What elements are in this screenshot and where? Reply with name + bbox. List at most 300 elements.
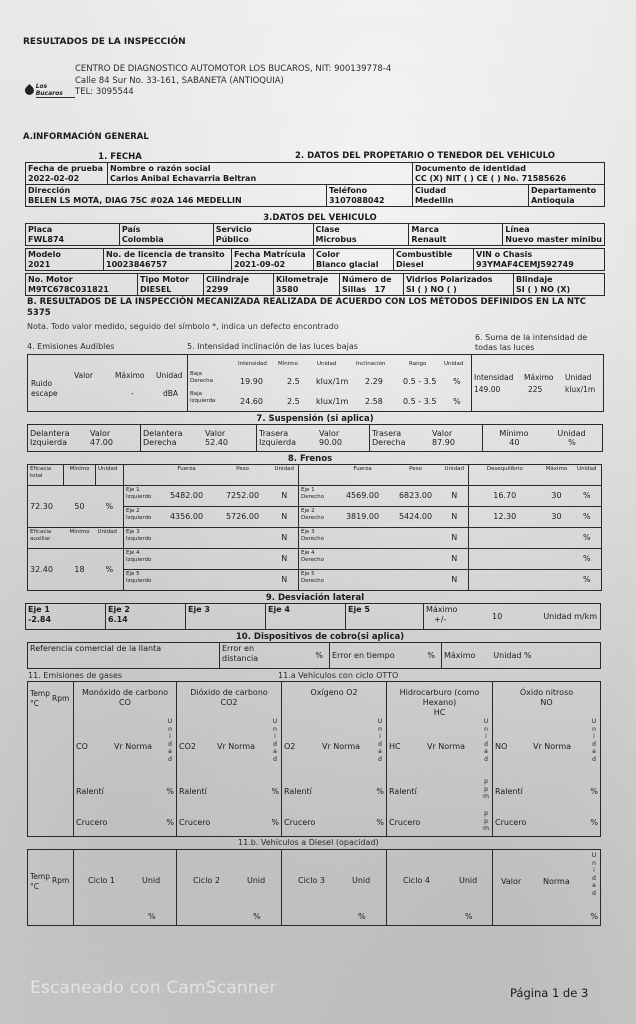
desv-eje4-label: Eje 4: [268, 605, 290, 614]
baja-derecha-label: Baja Derecha: [190, 371, 214, 384]
gas-co-ralenti: Ralentí: [76, 787, 104, 796]
color-label: Color: [316, 250, 340, 259]
cilindraje-label: Cilindraje: [206, 275, 250, 284]
eje1-izq-fuerza: 5482.00: [159, 486, 215, 507]
cobro-error-distancia: Error en distancia: [222, 644, 259, 663]
susp-di-value: 47.00: [90, 438, 113, 447]
luces-col-intensidad: Intensidad: [238, 361, 267, 367]
luces-bajas-cell: [188, 355, 472, 412]
susp-minimo-label: Mínimo: [499, 428, 529, 438]
otto-rpm: Rpm: [52, 694, 70, 703]
sillas-label2: Sillas: [342, 284, 367, 294]
gas-co-unidad-vertical: U n i d a d: [167, 718, 173, 763]
ciclo3-pct: %: [358, 912, 366, 921]
eje1-der-label: Eje 1 Derecho: [299, 486, 335, 507]
tipo-motor-cell: [138, 274, 204, 296]
gas-hc-vr-norma: Vr Norma: [427, 742, 466, 751]
otto-temp-cell: [28, 682, 74, 837]
gas-co-vr-norma: Vr Norma: [114, 742, 153, 751]
company-logo: [25, 84, 75, 96]
document-title: RESULTADOS DE LA INSPECCIÓN: [23, 37, 186, 47]
eje2-izq-fuerza: 4356.00: [159, 507, 215, 528]
ciclo4-cell: [387, 850, 493, 926]
tipo-motor-value: DIESEL: [140, 284, 172, 294]
telefono-cell: [326, 185, 412, 207]
baja-derecha-inclinacion: 2.29: [365, 377, 383, 386]
desv-eje2: [106, 604, 186, 630]
gas-o2-ralenti: Ralentí: [284, 787, 312, 796]
eje4-unit: %: [573, 549, 602, 570]
pais-cell: [119, 224, 213, 246]
fr-head-peso-izq: Peso: [215, 465, 271, 486]
eje3-unit: %: [573, 528, 602, 549]
linea-label: Línea: [505, 225, 530, 234]
suma-maximo-value: 225: [528, 385, 543, 394]
ciclo1-unid: Unid: [142, 876, 161, 885]
pais-value: Colombia: [121, 234, 164, 244]
eje1-desequilibrio: 16.70: [469, 486, 541, 507]
vin-label: VIN o Chasis: [476, 250, 533, 259]
suspension-header: 7. Suspensión (si aplica): [256, 414, 374, 424]
combustible-label: Combustible: [396, 250, 453, 259]
eje2-izq-unit: N: [271, 507, 299, 528]
baja-izquierda-intensidad: 24.60: [240, 397, 263, 406]
clase-label: Clase: [315, 225, 340, 234]
otto-temp: Temp °C: [30, 689, 50, 708]
eje1-der-peso: 6823.00: [391, 486, 441, 507]
motor-label: No. Motor: [28, 275, 73, 284]
eje5-izq-blank: [159, 570, 271, 591]
gas-hc-code: HC: [433, 708, 446, 717]
desv-eje3: [186, 604, 266, 630]
diesel-unidad-vertical: U n i d a d: [591, 852, 597, 897]
luces-col-minimo: Mínimo: [278, 361, 299, 367]
desviacion-header: 9. Desviación lateral: [265, 593, 365, 603]
susp-unidad-value: %: [568, 438, 576, 447]
gas-no-cell: [493, 682, 601, 837]
eje1-der-fuerza: 4569.00: [335, 486, 391, 507]
eje4-der-blank: [335, 549, 441, 570]
color-cell: [314, 249, 394, 271]
ciclo4-label: Ciclo 4: [403, 876, 430, 885]
frenos-header: 8. Frenos: [287, 454, 333, 464]
combustible-value: Diesel: [396, 259, 424, 269]
eje4-der-label: Eje 4 Derecho: [299, 549, 335, 570]
cobro-error-tiempo: Error en tiempo: [332, 650, 395, 660]
susp-td-value: 87.90: [432, 438, 455, 447]
eficacia-total-unit-label: Unidad: [96, 465, 124, 486]
sillas-cell: [340, 274, 404, 296]
eje4-des-blank: [469, 549, 573, 570]
fecha-prueba-value: 2022-02-02: [28, 173, 80, 183]
eje1-izq-label: Eje 1 Izquierdo: [124, 486, 159, 507]
nombre-label: Nombre o razón social: [110, 164, 211, 173]
direccion-label: Dirección: [28, 186, 71, 195]
luces-col-unidad: Unidad: [317, 361, 337, 367]
documento-value: CC (X) NIT ( ) CE ( ) No. 71585626: [414, 173, 567, 183]
diesel-temp: Temp °C: [30, 872, 50, 891]
vidrios-cell: [404, 274, 514, 296]
gas-o2-ralenti-unit: %: [376, 787, 384, 796]
susp-ti-valor-label: Valor: [319, 428, 340, 438]
modelo-label: Modelo: [28, 250, 61, 259]
eje4-izq-unit: N: [271, 549, 299, 570]
linea-cell: [503, 224, 605, 246]
susp-trasera-der: [370, 425, 483, 452]
baja-derecha-unidad: klux/1m: [316, 377, 349, 386]
vidrios-value: SI ( ) NO ( ): [406, 284, 457, 294]
eje2-unit: %: [573, 507, 602, 528]
eficacia-total-unit: %: [96, 486, 124, 528]
eficacia-aux-value: 32.40: [28, 549, 64, 591]
eficacia-total-min-label: Mínimo: [64, 465, 96, 486]
eje1-izq-unit: N: [271, 486, 299, 507]
vin-value: 93YMAF4CEMJ592749: [476, 259, 574, 269]
gas-no-ralenti-unit: %: [590, 787, 598, 796]
desv-eje3-label: Eje 3: [188, 605, 210, 614]
eficacia-total-value: 72.30: [28, 486, 64, 528]
desv-eje5: [346, 604, 424, 630]
eje1-izq-peso: 7252.00: [215, 486, 271, 507]
desv-eje2-label: Eje 2: [108, 605, 130, 614]
placa-cell: [26, 224, 120, 246]
vidrios-label: Vidrios Polarizados: [406, 275, 493, 284]
eje5-der-blank: [335, 570, 441, 591]
ruido-valor-label: Valor: [74, 371, 93, 380]
cobro-error-distancia-cell: [220, 643, 330, 669]
combustible-cell: [394, 249, 474, 271]
otto-table: [27, 681, 601, 837]
eje3-des-blank: [469, 528, 573, 549]
eje3-der-label: Eje 3 Derecho: [299, 528, 335, 549]
eje5-des-blank: [469, 570, 573, 591]
cobro-error-tiempo-cell: [330, 643, 442, 669]
gases-header: 11. Emisiones de gases: [28, 671, 123, 680]
gas-hc-crucero: Crucero: [389, 818, 421, 827]
eje5-der-unit: N: [441, 570, 469, 591]
vehicle-row2: [25, 248, 605, 271]
eje3-der-blank: [335, 528, 441, 549]
baja-derecha-minimo: 2.5: [287, 377, 300, 386]
propietario-header: 2. DATOS DEL PROPETARIO O TENEDOR DEL VEHICULO: [295, 151, 555, 161]
ruido-maximo-value: -: [131, 389, 134, 398]
section-b-title: [27, 297, 607, 318]
kilometraje-cell: [274, 274, 340, 296]
susp-di-valor-label: Valor: [90, 428, 111, 438]
desv-eje1: [26, 604, 106, 630]
desv-eje1-label: Eje 1: [28, 605, 50, 614]
susp-ti-value: 90.00: [319, 438, 342, 447]
blindaje-value: SI ( ) NO (X): [516, 284, 571, 294]
eje2-desequilibrio: 12.30: [469, 507, 541, 528]
suma-unidad-value: klux/1m: [565, 385, 596, 394]
eje3-izq-unit: N: [271, 528, 299, 549]
licencia-label: No. de licencia de transito: [106, 250, 225, 259]
diesel-table: [27, 849, 601, 926]
gas-co2-title: Dióxido de carbono: [190, 688, 268, 697]
susp-dd-valor-label: Valor: [205, 428, 226, 438]
eje4-izq-label: Eje 4 Izquierdo: [124, 549, 159, 570]
gas-co-cell: [74, 682, 177, 837]
gas-co2-cell: [177, 682, 282, 837]
susp-delantera-der: [141, 425, 257, 452]
kilometraje-value: 3580: [276, 284, 299, 294]
diesel-rpm: Rpm: [52, 876, 70, 885]
owner-table: [25, 162, 605, 207]
clase-value: Microbus: [315, 234, 357, 244]
fr-head-fuerza-izq: Fuerza: [159, 465, 215, 486]
ciclo4-pct: %: [465, 912, 473, 921]
luces-col-rango: Rango: [409, 361, 427, 367]
cilindraje-cell: [204, 274, 274, 296]
fecha-matricula-cell: [232, 249, 314, 271]
gas-no-code: NO: [540, 698, 553, 707]
gas-co2-ralenti: Ralentí: [179, 787, 207, 796]
cobro-header: 10. Dispositivos de cobro(si aplica): [235, 632, 405, 642]
desv-maximo-label: Máximo: [426, 605, 458, 614]
gas-co-col-label: CO: [76, 742, 88, 751]
departamento-label: Departamento: [530, 186, 597, 195]
departamento-value: Antioquia: [530, 195, 575, 205]
susp-minimo-cell: [483, 425, 603, 452]
blindaje-label: Blindaje: [516, 275, 553, 284]
gas-o2-unidad-vertical: U n i d a d: [377, 718, 383, 763]
gas-no-col-label: NO: [495, 742, 508, 751]
ciclo1-cell: [74, 850, 177, 926]
ciclo3-unid: Unid: [352, 876, 371, 885]
gas-no-crucero-unit: %: [590, 818, 598, 827]
fecha-matricula-label: Fecha Matrícula: [234, 250, 306, 259]
baja-izquierda-label: Baja Izquierda: [190, 391, 216, 404]
fr-head-maximo: Máximo: [541, 465, 573, 486]
gas-no-vr-norma: Vr Norma: [533, 742, 572, 751]
licencia-value: 10023846757: [106, 259, 168, 269]
ruido-unidad-value: dBA: [163, 389, 179, 398]
eficacia-total-label: Eficacia total: [28, 465, 64, 486]
eje5-der-label: Eje 5 Derecho: [299, 570, 335, 591]
baja-derecha-rango: 0.5 - 3.5: [403, 377, 437, 386]
gas-hc-col-label: HC: [389, 742, 401, 751]
vehicle-row1: [25, 223, 605, 246]
gas-co2-crucero-unit: %: [271, 818, 279, 827]
gas-co-code: CO: [119, 698, 131, 707]
clase-cell: [313, 224, 409, 246]
eje5-izq-label: Eje 5 Izquierdo: [124, 570, 159, 591]
modelo-cell: [26, 249, 104, 271]
motor-value: M9TC678C031821: [28, 284, 109, 294]
desviacion-table: [25, 603, 601, 630]
pais-label: País: [121, 225, 141, 234]
ciclo1-label: Ciclo 1: [88, 876, 115, 885]
marca-value: Renault: [411, 234, 447, 244]
frenos-table: [27, 464, 602, 591]
gas-co2-unidad-vertical: U n i d a d: [272, 718, 278, 763]
baja-izquierda-rango: 0.5 - 3.5: [403, 397, 437, 406]
suma-luces-header: 6. Suma de la intensidad de todas las luces: [475, 333, 588, 352]
gas-o2-vr-norma: Vr Norma: [322, 742, 361, 751]
desv-maximo-cell: [424, 604, 601, 630]
ciudad-cell: [412, 185, 528, 207]
gas-no-title: Óxido nitroso: [519, 688, 574, 697]
suma-intensidad-label: Intensidad: [474, 373, 514, 382]
center-info: [75, 64, 391, 99]
gas-hc-unidad-vertical: U n i d a d: [483, 718, 489, 763]
fr-head-desequilibrio: Desequilibrio: [469, 465, 541, 486]
diesel-pct: %: [590, 912, 598, 921]
freno-row-eje4: [28, 549, 602, 570]
gas-hc-title: Hidrocarburo (como Hexano): [399, 688, 480, 707]
eje3-izq-label: Eje 3 Izquierdo: [124, 528, 159, 549]
vehicle-row3: [25, 273, 605, 296]
placa-value: FWL874: [28, 234, 65, 244]
baja-izquierda-minimo: 2.5: [287, 397, 300, 406]
ciclo3-cell: [282, 850, 387, 926]
eje2-maximo: 30: [541, 507, 573, 528]
ciclo3-label: Ciclo 3: [298, 876, 325, 885]
sillas-value: 17: [374, 284, 386, 294]
cobro-referencia: Referencia comercial de la llanta: [28, 643, 220, 669]
ciclo2-unid: Unid: [247, 876, 266, 885]
eje4-izq-blank: [159, 549, 271, 570]
linea-value: Nuevo master minibu: [505, 234, 602, 244]
placa-label: Placa: [28, 225, 53, 234]
ruido-label: Ruido escape: [31, 379, 58, 398]
scanner-watermark: Escaneado con CamScanner: [30, 978, 277, 998]
motor-cell: [26, 274, 138, 296]
desv-eje4: [266, 604, 346, 630]
gas-hc-cell: [387, 682, 493, 837]
diesel-norma: Norma: [543, 877, 570, 886]
eje2-izq-peso: 5726.00: [215, 507, 271, 528]
eje2-der-peso: 5424.00: [391, 507, 441, 528]
gas-co2-ralenti-unit: %: [271, 787, 279, 796]
diesel-temp-cell: [28, 850, 74, 926]
eje5-unit: %: [573, 570, 602, 591]
nombre-value: Carlos Anibal Echavarria Beltran: [110, 173, 257, 183]
desv-eje5-label: Eje 5: [348, 605, 370, 614]
eje2-izq-label: Eje 2 Izquierdo: [124, 507, 159, 528]
susp-trasera-izq: [257, 425, 370, 452]
freno-row-eje3: [28, 528, 602, 549]
susp-di-label: Delantera Izquierda: [30, 428, 70, 447]
susp-td-label: Trasera Derecha: [372, 428, 406, 447]
eje3-der-unit: N: [441, 528, 469, 549]
blindaje-cell: [514, 274, 605, 296]
baja-derecha-intensidad: 19.90: [240, 377, 263, 386]
suma-maximo-label: Máximo: [524, 373, 554, 382]
gas-o2-title: Oxígeno O2: [310, 688, 358, 697]
page-number: Página 1 de 3: [510, 986, 589, 1000]
tipo-motor-label: Tipo Motor: [140, 275, 189, 284]
baja-izquierda-unidad: klux/1m: [316, 397, 349, 406]
documento-cell: [412, 163, 604, 185]
section-b-title-line1: B. RESULTADOS DE LA INSPECCIÓN MECANIZADA REALIZADA DE ACUERDO CON LOS MÉTODOS DEFINIDOS EN LA NTC: [27, 297, 587, 307]
emisiones-audibles-header: 4. Emisiones Audibles: [27, 342, 115, 351]
eficacia-total-min: 50: [64, 486, 96, 528]
fecha-matricula-value: 2021-09-02: [234, 259, 286, 269]
desv-eje2-value: 6.14: [108, 614, 128, 624]
fr-head-peso-der: Peso: [391, 465, 441, 486]
gas-hc-ralenti-ppm: p p m: [483, 778, 489, 800]
fr-head-unidad: Unidad: [573, 465, 602, 486]
ruido-unidad-label: Unidad: [156, 371, 183, 380]
susp-minimo-value: 40: [509, 438, 520, 447]
documento-label: Documento de identidad: [414, 164, 527, 173]
desv-unidad: Unidad m/km: [543, 612, 597, 621]
fr-head-izq-blank: [124, 465, 159, 486]
direccion-cell: [26, 185, 327, 207]
susp-delantera-izq: [28, 425, 141, 452]
suma-unidad-label: Unidad: [565, 373, 592, 382]
ruido-maximo-label: Máximo: [115, 371, 145, 380]
center-address: Calle 84 Sur No. 33-161, SABANETA (ANTIOQUIA): [75, 75, 284, 86]
eje2-der-fuerza: 3819.00: [335, 507, 391, 528]
susp-unidad-label: Unidad: [557, 428, 586, 438]
diesel-valor: Valor: [501, 877, 522, 886]
vin-cell: [474, 249, 605, 271]
cilindraje-value: 2299: [206, 284, 229, 294]
susp-dd-label: Delantera Derecha: [143, 428, 183, 447]
eficacia-aux-unit: %: [96, 549, 124, 591]
gas-co2-col-label: CO2: [179, 742, 196, 751]
eficacia-aux-min-label: Mínimo: [64, 528, 96, 549]
eje2-der-label: Eje 2 Derecho: [299, 507, 335, 528]
gas-o2-col-label: O2: [284, 742, 296, 751]
nombre-cell: [108, 163, 413, 185]
ruido-cell: [28, 355, 188, 412]
section-b-note: Nota. Todo valor medido, seguido del símbolo *, indica un defecto encontrado: [27, 322, 339, 331]
suma-luces-cell: [472, 355, 604, 412]
cobro-error-tiempo-pct: %: [427, 651, 435, 660]
center-name: CENTRO DE DIAGNOSTICO AUTOMOTOR LOS BUCAROS, NIT: 900139778-4: [75, 64, 392, 74]
servicio-value: Público: [215, 234, 249, 244]
gas-hc-crucero-ppm: p p m: [483, 810, 489, 832]
freno-row-eje1: [28, 486, 602, 507]
luces-col-inclinacion: Inclinación: [356, 361, 386, 367]
ciudad-label: Ciudad: [414, 186, 447, 195]
ciclo2-pct: %: [253, 912, 261, 921]
suma-intensidad-value: 149.00: [474, 385, 501, 394]
luces-table: [27, 354, 604, 412]
section-a-title: A.INFORMACIÓN GENERAL: [23, 132, 149, 142]
gas-no-unidad-vertical: U n i d a d: [591, 718, 597, 763]
telefono-label: Teléfono: [328, 186, 368, 195]
kilometraje-label: Kilometraje: [276, 275, 329, 284]
gas-co-crucero: Crucero: [76, 818, 108, 827]
gas-no-ralenti: Ralentí: [495, 787, 523, 796]
cobro-maximo-cell: [442, 643, 601, 669]
fecha-header: 1. FECHA: [98, 152, 142, 162]
cobro-unidad: Unidad %: [493, 650, 532, 660]
fecha-prueba-cell: [26, 163, 108, 185]
desv-maximo-sub: +/-: [434, 614, 447, 624]
gas-o2-crucero: Crucero: [284, 818, 316, 827]
marca-label: Marca: [411, 225, 439, 234]
gas-co-title: Monóxido de carbono: [81, 688, 169, 697]
baja-izquierda-inclinacion: 2.58: [365, 397, 383, 406]
gas-co2-vr-norma: Vr Norma: [217, 742, 256, 751]
gas-hc-ralenti: Ralentí: [389, 787, 417, 796]
luces-bajas-header: 5. Intensidad inclinación de las luces bajas: [187, 342, 358, 351]
eje3-izq-blank: [159, 528, 271, 549]
servicio-label: Servicio: [215, 225, 252, 234]
eficacia-aux-label: Eficacia auxiliar: [28, 528, 64, 549]
direccion-value: BELEN LS MOTA, DIAG 75C #02A 146 MEDELLIN: [28, 195, 242, 205]
gas-no-crucero: Crucero: [495, 818, 527, 827]
susp-dd-value: 52.40: [205, 438, 228, 447]
diesel-header: 11.b. Vehículos a Diesel (opacidad): [238, 838, 379, 847]
sillas-label: Número de: [342, 275, 392, 284]
